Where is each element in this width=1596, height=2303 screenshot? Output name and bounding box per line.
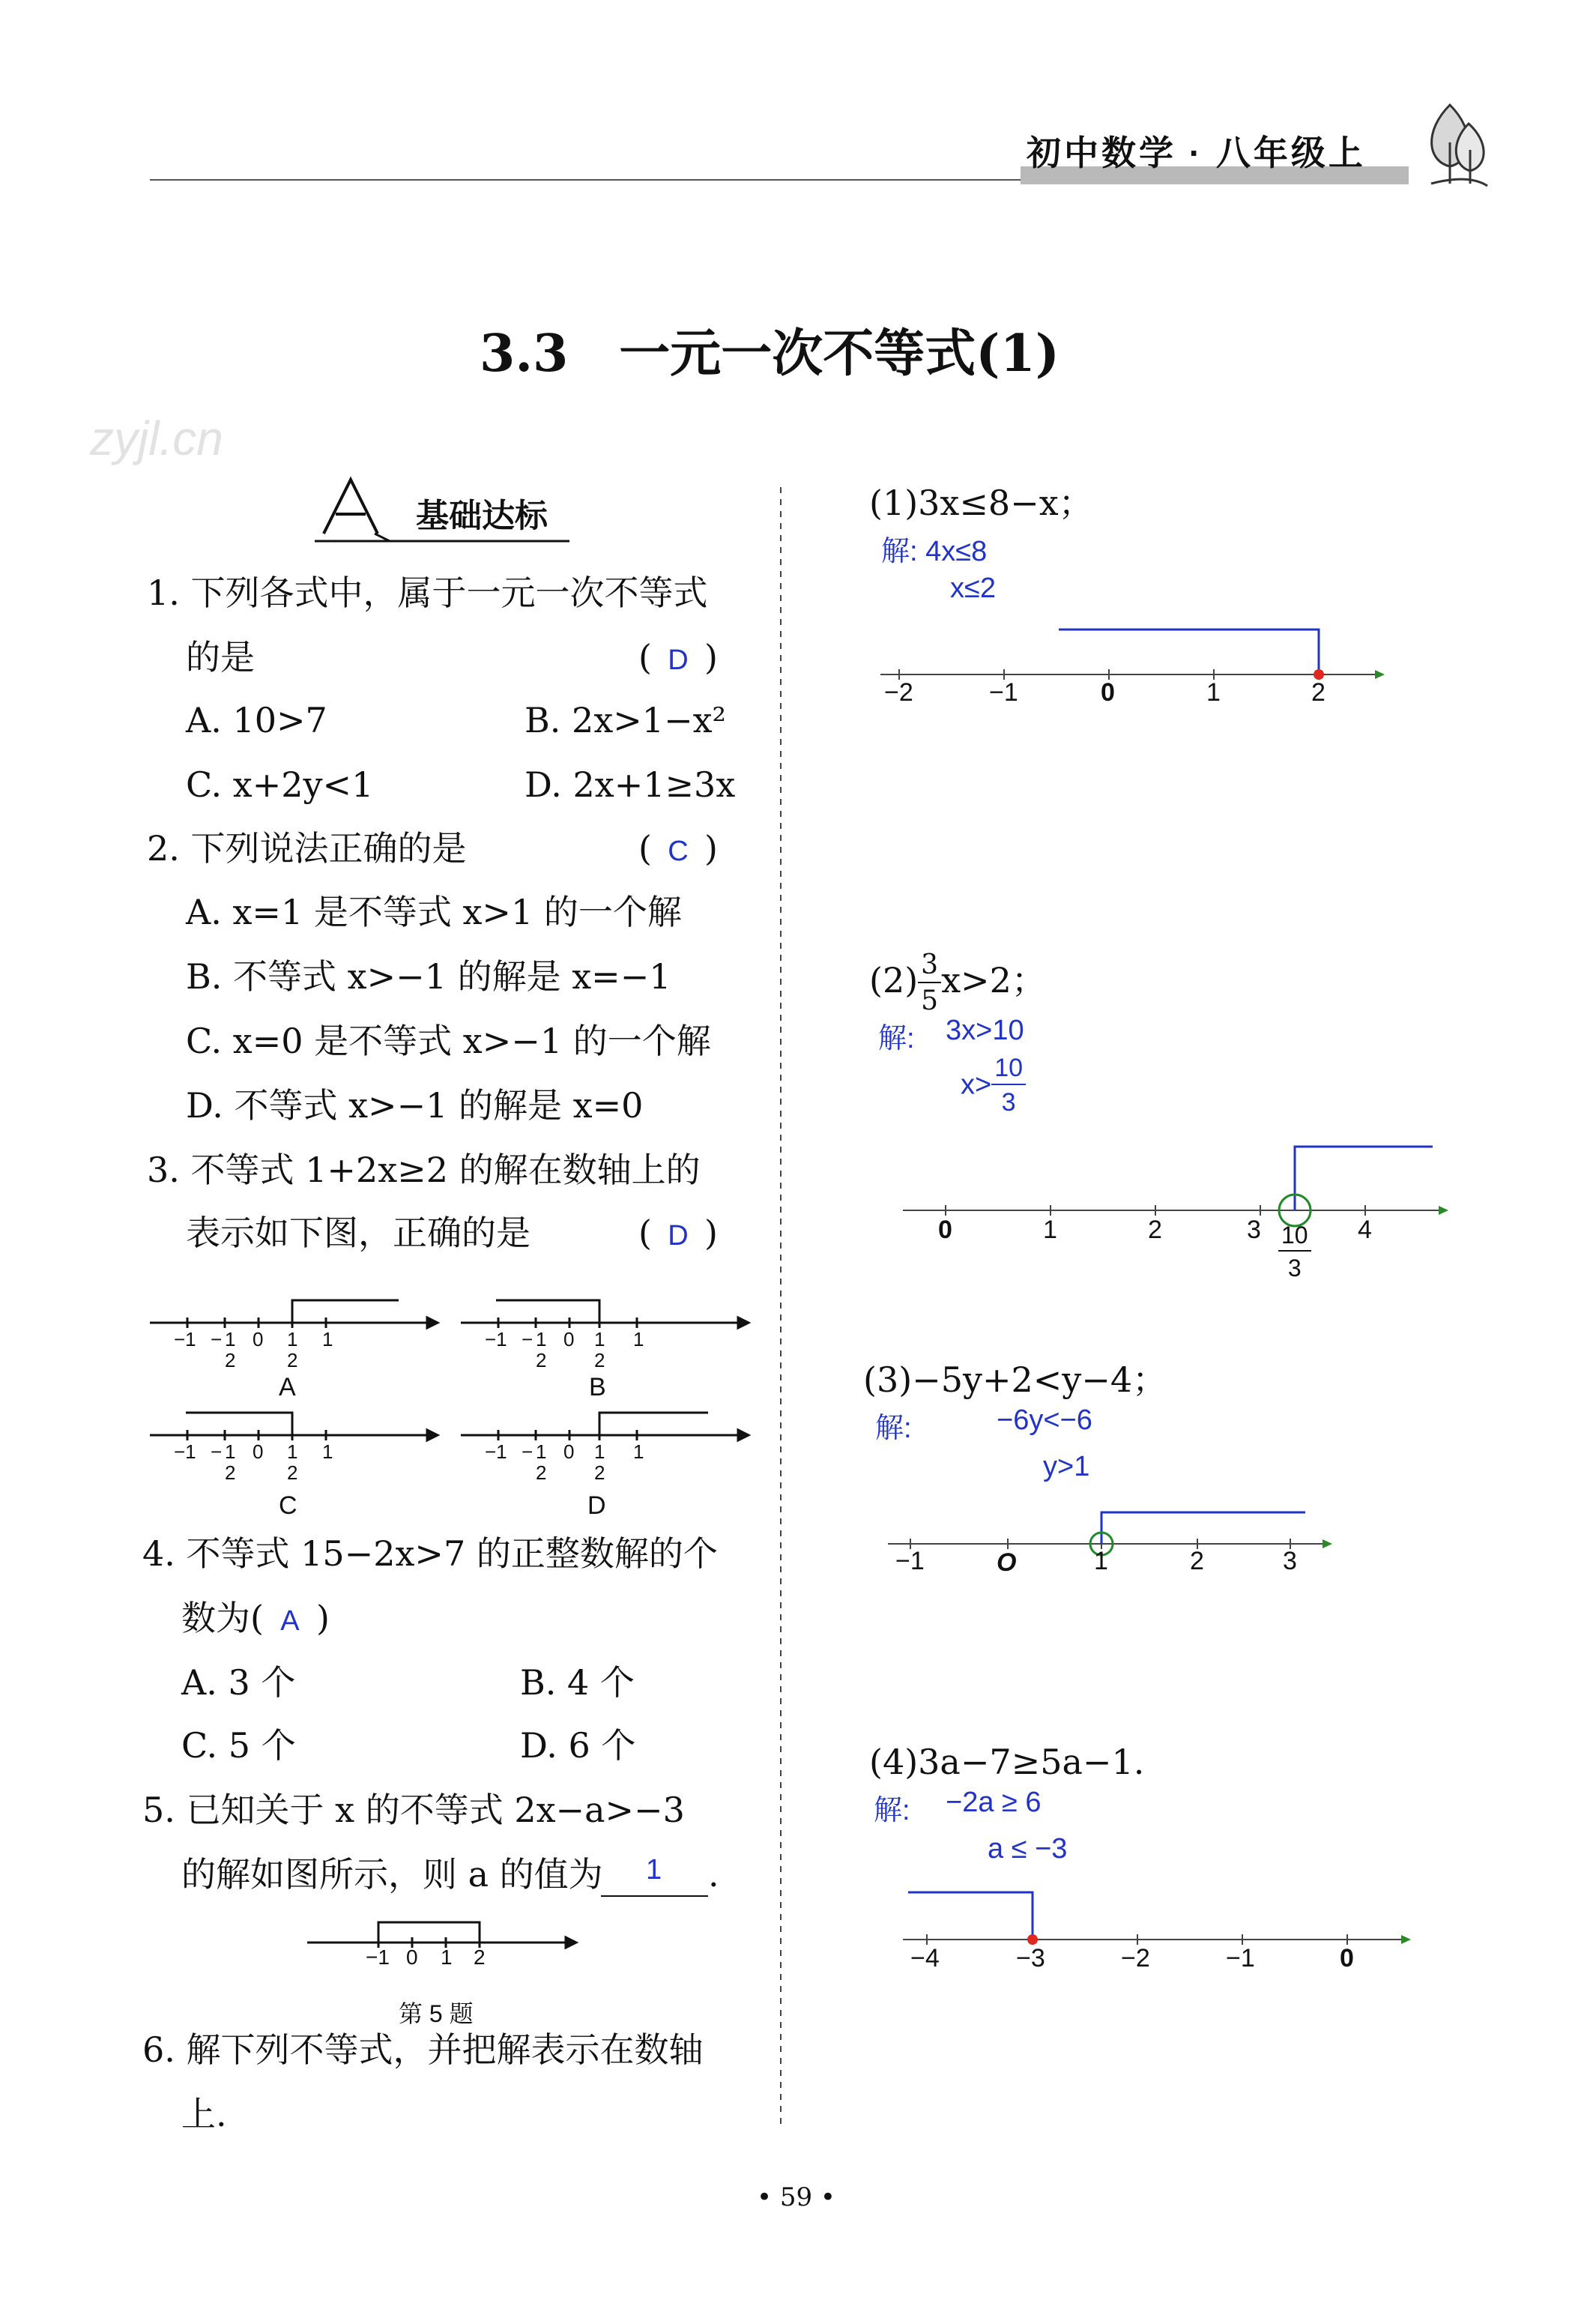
p4-tick: −2 <box>1121 1944 1150 1973</box>
q2-option-d: D. 不等式 x>−1 的解是 x=0 <box>186 1085 644 1126</box>
q3a-tick: − <box>211 1328 223 1350</box>
p2-solution-denominator: 3 <box>1001 1088 1016 1117</box>
q5-period: . <box>708 1854 719 1895</box>
p4-tick: −1 <box>1226 1944 1255 1973</box>
q3b-tick: 1 <box>594 1328 605 1350</box>
q5-number-line <box>307 1922 576 1948</box>
q3a-tick: 1 <box>287 1328 298 1350</box>
q3d-tick: 1 <box>633 1440 644 1463</box>
q6-stem: 6. 解下列不等式，并把解表示在数轴 <box>142 2029 704 2070</box>
q4-option-d: D. 6 个 <box>520 1725 636 1766</box>
p2-mark-denominator: 3 <box>1287 1255 1302 1282</box>
q4-option-b: B. 4 个 <box>520 1662 635 1703</box>
q3-stem: 3. 不等式 1+2x≥2 的解在数轴上的 <box>147 1150 701 1190</box>
q3d-tick: 1 <box>536 1440 547 1463</box>
p2-tick: 3 <box>1247 1216 1261 1244</box>
q3-paren: ( D ) <box>638 1211 718 1258</box>
p4-tick: 0 <box>1340 1944 1354 1973</box>
p1-problem: (1)3x≤8−x； <box>869 483 1093 523</box>
page-number: • 59 • <box>757 2182 835 2212</box>
q1-option-c: C. x+2y<1 <box>186 764 374 805</box>
page-title: 3.3 一元一次不等式(1) <box>480 324 1060 384</box>
q5-answer: 1 <box>646 1854 662 1886</box>
p2-problem-suffix: x>2； <box>941 960 1046 1000</box>
q1-paren: ( D ) <box>638 636 718 682</box>
q3c-tick: 2 <box>287 1461 298 1484</box>
p3-number-line <box>888 1512 1332 1555</box>
p3-solution-1: −6y<−6 <box>997 1404 1092 1436</box>
q3c-tick: 1 <box>287 1440 298 1463</box>
q3a-tick: −1 <box>174 1328 196 1350</box>
q5-tick: 1 <box>441 1946 453 1969</box>
p2-solution-label: 解: <box>878 1023 915 1054</box>
q3d-tick: 2 <box>536 1461 547 1484</box>
p2-tick: 0 <box>938 1216 952 1244</box>
p3-tick: O <box>997 1548 1017 1577</box>
q3a-tick: 0 <box>253 1328 264 1350</box>
q3d-tick: 0 <box>563 1440 575 1463</box>
q2-option-b: B. 不等式 x>−1 的解是 x=−1 <box>186 956 671 997</box>
q4-stem-cont <box>181 1596 330 1643</box>
q3a-tick: 2 <box>225 1349 236 1371</box>
p4-number-line <box>903 1892 1411 1945</box>
p2-problem-denominator: 5 <box>921 986 939 1016</box>
p2-tick: 2 <box>1148 1216 1162 1244</box>
q3a-tick: 1 <box>322 1328 333 1350</box>
q3b-tick: −1 <box>485 1328 507 1350</box>
q2-answer: C <box>668 836 689 867</box>
q3b-tick: − <box>522 1328 533 1350</box>
q3c-tick: 1 <box>322 1440 333 1463</box>
p1-tick: 2 <box>1311 678 1326 707</box>
q3b-tick: 1 <box>633 1328 644 1350</box>
p1-solution-2: x≤2 <box>950 573 996 604</box>
q3-answer: D <box>668 1220 689 1252</box>
p3-solution-label: 解: <box>875 1413 912 1444</box>
p2-mark-fraction <box>1278 1223 1311 1280</box>
q2-stem: 2. 下列说法正确的是 <box>147 828 467 869</box>
p1-tick: −2 <box>884 678 913 707</box>
q3b-tick: 0 <box>563 1328 575 1350</box>
p4-closed-dot <box>1027 1934 1038 1945</box>
q3c-tick: 2 <box>225 1461 236 1484</box>
q3c-tick: 1 <box>225 1440 236 1463</box>
p2-solution-2 <box>961 1055 1026 1115</box>
p1-tick: 0 <box>1101 678 1115 707</box>
section-label: 基础达标 <box>416 498 548 534</box>
q1-stem: 1. 下列各式中，属于一元一次不等式 <box>147 573 708 613</box>
q3b-tick: 2 <box>594 1349 605 1371</box>
p3-tick: 3 <box>1283 1547 1297 1575</box>
q3a-tick: 1 <box>225 1328 236 1350</box>
p1-tick: 1 <box>1206 678 1221 707</box>
p3-solution-2: y>1 <box>1043 1451 1090 1482</box>
p3-tick: 2 <box>1190 1547 1204 1575</box>
q3-label-d: D <box>587 1491 606 1520</box>
p4-tick: −4 <box>910 1944 940 1973</box>
q5-figure-caption: 第 5 题 <box>399 2000 474 2027</box>
p2-solution-2-text: x> <box>961 1069 992 1101</box>
p1-number-line <box>880 630 1385 680</box>
q1-option-a: A. 10>7 <box>186 700 327 740</box>
p4-solution-1: −2a ≥ 6 <box>946 1787 1042 1818</box>
p2-tick: 4 <box>1358 1216 1372 1244</box>
p3-tick: 1 <box>1094 1547 1108 1575</box>
p4-solution-2: a ≤ −3 <box>988 1833 1068 1865</box>
tree-logo-icon <box>1431 105 1487 186</box>
q3-stem-cont: 表示如下图，正确的是 <box>186 1213 531 1253</box>
q5-tick: −1 <box>366 1946 390 1969</box>
p3-tick: −1 <box>895 1547 925 1575</box>
q2-option-c: C. x=0 是不等式 x>−1 的一个解 <box>186 1021 711 1061</box>
p1-solution-1: 解: 4x≤8 <box>881 536 988 567</box>
q3d-tick: − <box>522 1440 533 1463</box>
p2-solution-numerator: 10 <box>991 1055 1026 1085</box>
q3c-tick: − <box>211 1440 223 1463</box>
q3-label-b: B <box>589 1373 606 1401</box>
q4-stem-text: 数为( <box>181 1598 264 1638</box>
q3a-tick: 2 <box>287 1349 298 1371</box>
q2-option-a: A. x=1 是不等式 x>1 的一个解 <box>186 892 682 932</box>
p2-problem-prefix: (2) <box>869 960 919 1000</box>
q1-answer: D <box>668 645 689 676</box>
q3c-tick: −1 <box>174 1440 196 1463</box>
q5-stem: 5. 已知关于 x 的不等式 2x−a>−3 <box>142 1790 685 1830</box>
q5-stem-cont: 的解如图所示，则 a 的值为 <box>181 1854 603 1895</box>
p2-problem-fraction <box>918 952 941 1015</box>
q3-label-c: C <box>279 1491 297 1520</box>
p2-tick: 1 <box>1043 1216 1057 1244</box>
p4-problem: (4)3a−7≥5a−1. <box>869 1742 1145 1782</box>
q4-option-c: C. 5 个 <box>181 1725 296 1766</box>
p2-mark-numerator: 10 <box>1278 1223 1311 1252</box>
q1-option-d: D. 2x+1≥3x <box>525 764 736 805</box>
q5-tick: 2 <box>474 1946 486 1969</box>
watermark: zyjl.cn <box>90 411 223 465</box>
q2-paren: ( C ) <box>638 827 718 873</box>
q3d-tick: −1 <box>485 1440 507 1463</box>
p4-tick: −3 <box>1016 1944 1045 1973</box>
q3b-tick: 2 <box>536 1349 547 1371</box>
q3d-tick: 2 <box>594 1461 605 1484</box>
q4-paren-close: ) <box>315 1598 330 1638</box>
p2-mark-frac <box>1278 1223 1311 1280</box>
q1-option-b: B. 2x>1−x² <box>525 700 726 740</box>
q3-label-a: A <box>279 1373 296 1401</box>
q4-answer: A <box>280 1605 300 1637</box>
p3-problem: (3)−5y+2<y−4； <box>863 1359 1167 1400</box>
header-subject: 初中数学 · 八年级上 <box>1027 133 1366 172</box>
p2-problem-numerator: 3 <box>918 952 941 983</box>
p4-solution-label: 解: <box>874 1795 910 1826</box>
q3c-tick: 0 <box>253 1440 264 1463</box>
p2-solution-fraction <box>991 1055 1026 1115</box>
q4-option-a: A. 3 个 <box>181 1662 296 1703</box>
q3b-tick: 1 <box>536 1328 547 1350</box>
p2-solution-1: 3x>10 <box>946 1015 1024 1046</box>
p1-tick: −1 <box>989 678 1018 707</box>
q4-stem: 4. 不等式 15−2x>7 的正整数解的个 <box>142 1533 718 1574</box>
q3d-tick: 1 <box>594 1440 605 1463</box>
q1-stem-cont: 的是 <box>186 637 255 677</box>
p2-problem <box>869 952 1046 1015</box>
p2-number-line <box>903 1147 1448 1226</box>
q6-stem-cont: 上. <box>181 2094 227 2134</box>
q3-number-lines <box>150 1300 749 1440</box>
q5-tick: 0 <box>406 1946 418 1969</box>
